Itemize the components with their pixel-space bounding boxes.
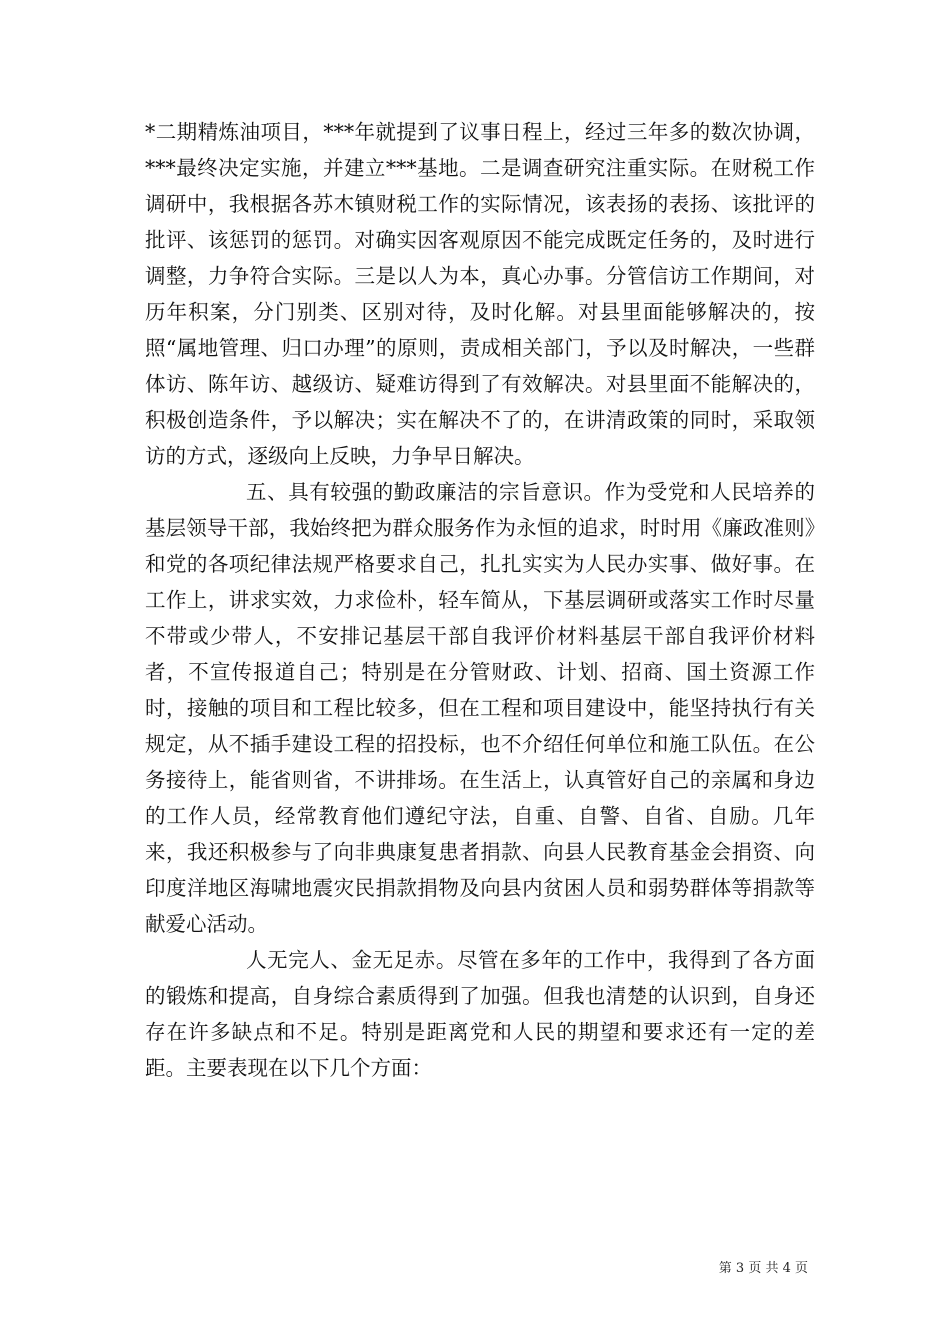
paragraph-continued: *二期精炼油项目，***年就提到了议事日程上，经过三年多的数次协调，***最终决定实施，并建立***基地。二是调查研究注重实际。在财税工作调研中，我根据各苏木镇财税工作的实际情况，该表扬的表扬、该批评的批评、该惩罚的惩罚。对确实因客观原因不能完成既定任务的，及时进行调整，力争符合实际。三是以人为本，真心办事。分管信访工作期间，对历年积案，分门别类、区别对待，及时化解。对县里面能够解决的，按照“属地管理、归口办理”的原则，责成相关部门，予以及时解决，一些群体访、陈年访、越级访、疑难访得到了有效解决。对县里面不能解决的，积极创造条件，予以解决；实在解决不了的，在讲清政策的同时，采取领访的方式，逐级向上反映，力争早日解决。 <box>145 120 815 468</box>
paragraph-shortcomings: 人无完人、金无足赤。尽管在多年的工作中，我得到了各方面的锻炼和提高，自身综合素质得到了加强。但我也清楚的认识到，自身还存在许多缺点和不足。特别是距离党和人民的期望和要求还有一定的差距。主要表现在以下几个方面： <box>145 948 815 1080</box>
document-body <box>145 114 815 1086</box>
page-number: 第 3 页 共 4 页 <box>718 1261 808 1276</box>
paragraph-section-five: 五、具有较强的勤政廉洁的宗旨意识。作为受党和人民培养的基层领导干部，我始终把为群众服务作为永恒的追求，时时用《廉政准则》和党的各项纪律法规严格要求自己，扎扎实实为人民办实事、做好事。在工作上，讲求实效，力求俭朴，轻车简从，下基层调研或落实工作时尽量不带或少带人，不安排记基层干部自我评价材料基层干部自我评价材料者，不宣传报道自己；特别是在分管财政、计划、招商、国土资源工作时，接触的项目和工程比较多，但在工程和项目建设中，能坚持执行有关规定，从不插手建设工程的招投标，也不介绍任何单位和施工队伍。在公务接待上，能省则省，不讲排场。在生活上，认真管好自己的亲属和身边的工作人员，经常教育他们遵纪守法，自重、自警、自省、自励。几年来，我还积极参与了向非典康复患者捐款、向县人民教育基金会捐资、向印度洋地区海啸地震灾民捐款捐物及向县内贫困人员和弱势群体等捐款等献爱心活动。 <box>145 480 815 936</box>
